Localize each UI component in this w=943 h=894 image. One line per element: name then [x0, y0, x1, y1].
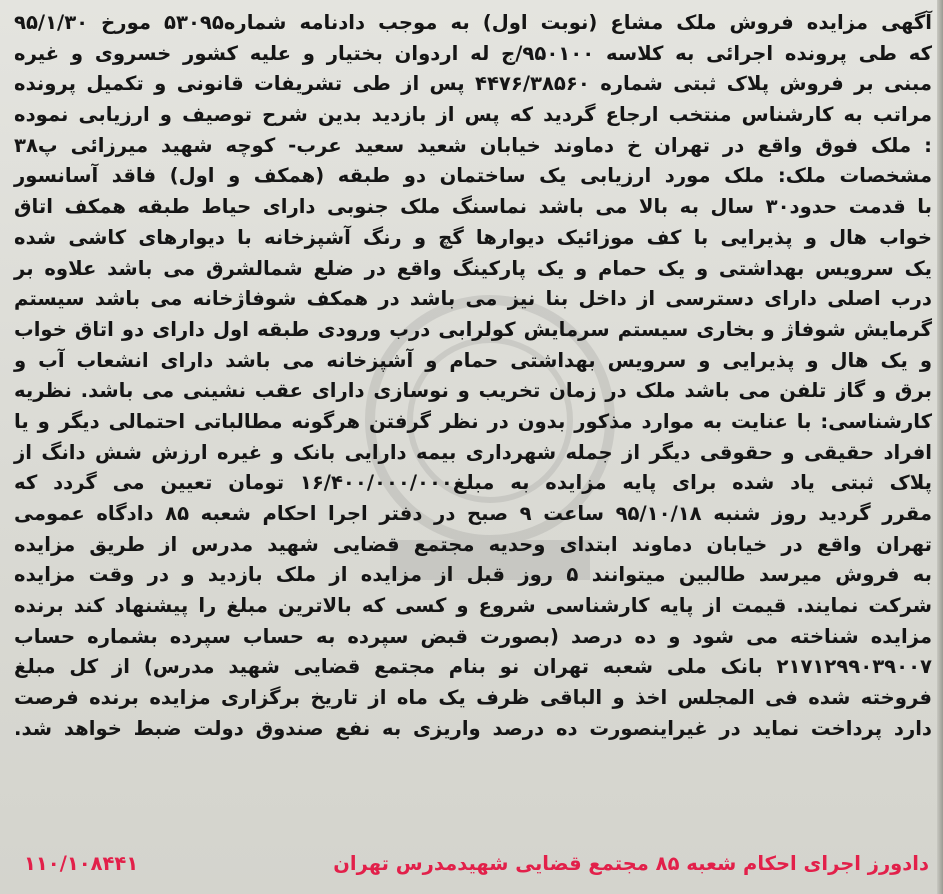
- notice-line-8: خواب هال و پذیرایی با کف موزائیک دیوارها گچ و رنگ آشپزخانه با دیوارهای کاشی شده: [14, 225, 932, 249]
- notice-line-20: شرکت نمایند. قیمت از پایه کارشناسی شروع و کسی که بالاترین مبلغ را پیشنهاد کند برنده: [14, 594, 932, 618]
- notice-line-6: مشخصات ملک: ملک مورد ارزیابی یک ساختمان دو طبقه (همکف و اول) فاقد آسانسور: [14, 164, 932, 188]
- notice-line-9: یک سرویس بهداشتی و یک حمام و یک پارکینگ واقع در ضلع شمالشرق می باشد علاوه بر: [14, 256, 932, 280]
- notice-line-15: افراد حقیقی و حقوقی دیگر از جمله شهرداری بیمه دارایی بانک و غیره ارزش شش دانگ از: [14, 440, 932, 464]
- footer-signature: دادورز اجرای احکام شعبه ۸۵ مجتمع قضایی شهیدمدرس تهران: [333, 851, 929, 875]
- notice-line-3: مبنی بر فروش پلاک ثبتی شماره ۴۴۷۶/۳۸۵۶۰ پس از طی تشریفات قانونی و تکمیل پرونده: [14, 72, 932, 96]
- notice-line-21: مزایده شناخته می شود و ده درصد (بصورت قبض سپرده به حساب سپرده بشماره حساب: [14, 624, 932, 648]
- notice-line-17: مقرر گردید روز شنبه ۹۵/۱۰/۱۸ ساعت ۹ صبح در دفتر اجرا احکام شعبه ۸۵ دادگاه عمومی: [14, 502, 932, 525]
- notice-line-10: درب اصلی دارای دسترسی از داخل بنا نیز می باشد در همکف شوفاژخانه می باشد سیستم: [14, 287, 932, 311]
- notice-line-12: و یک هال و پذیرایی و سرویس بهداشتی حمام و آشپزخانه می باشد دارای انشعاب آب و: [14, 348, 932, 372]
- notice-body: [14, 8, 932, 745]
- notice-line-22: ۲۱۷۱۲۹۹۰۳۹۰۰۷ بانک ملی شعبه تهران نو بنام مجتمع قضایی شهید مدرس) از کل مبلغ: [14, 655, 932, 679]
- notice-line-23: فروخته شده فی المجلس اخذ و الباقی ظرف یک ماه از تاریخ برگزاری مزایده برنده فرصت: [14, 686, 932, 710]
- notice-line-2: که طی پرونده اجرائی به کلاسه ۹۵۰۱۰۰/ج له اردوان بختیار و علیه کشور خسروی و غیره: [14, 41, 932, 65]
- notice-line-5: : ملک فوق واقع در تهران خ دماوند خیابان شعید سعید عرب- کوچه شهید میرزائی پ۳۸: [14, 133, 932, 157]
- page-edge: [937, 0, 943, 894]
- notice-footer: [24, 848, 929, 878]
- notice-line-18: تهران واقع در خیابان دماوند ابتدای وحدیه مجتمع قضایی شهید مدرس از طریق مزایده: [14, 532, 932, 556]
- notice-line-11: گرمایش شوفاژ و بخاری سیستم سرمایش کولرابی درب ورودی طبقه اول دارای دو اتاق خواب: [14, 317, 932, 341]
- notice-line-16: پلاک ثبتی یاد شده برای پایه مزایده به مبلغ۱۶/۴۰۰/۰۰۰/۰۰۰ تومان تعیین می گردد که: [14, 471, 932, 495]
- notice-line-14: کارشناسی: با عنایت به موارد مذکور بدون در نظر گرفتن هرگونه مطالباتی احتمالی دیگر و یا: [14, 409, 932, 433]
- notice-line-19: به فروش میرسد طالبین میتوانند ۵ روز قبل از مزایده از ملک بازدید و در وقت مزایده: [14, 563, 932, 587]
- notice-line-1: آگهی مزایده فروش ملک مشاع (نوبت اول) به موجب دادنامه شماره۵۳۰۹۵ مورخ ۹۵/۱/۳۰: [14, 11, 932, 34]
- footer-code: ۱۱۰/۱۰۸۴۴۱: [24, 851, 139, 875]
- notice-line-7: با قدمت حدود۳۰ سال به بالا می باشد نماسنگ ملک جنوبی دارای حیاط طبقه همکف اتاق: [14, 195, 932, 219]
- notice-line-13: برق و گاز تلفن می باشد ملک در زمان تخریب و نوسازی دارای عقب نشینی می باشد. نظریه: [14, 379, 932, 403]
- notice-line-4: مراتب به کارشناس منتخب ارجاع گردید که پس از بازدید بدین شرح توصیف و ارزیابی نموده: [14, 103, 932, 127]
- notice-line-24: دارد پرداخت نماید در غیراینصورت ده درصد واریزی به نفع صندوق دولت ضبط خواهد شد.: [14, 716, 932, 740]
